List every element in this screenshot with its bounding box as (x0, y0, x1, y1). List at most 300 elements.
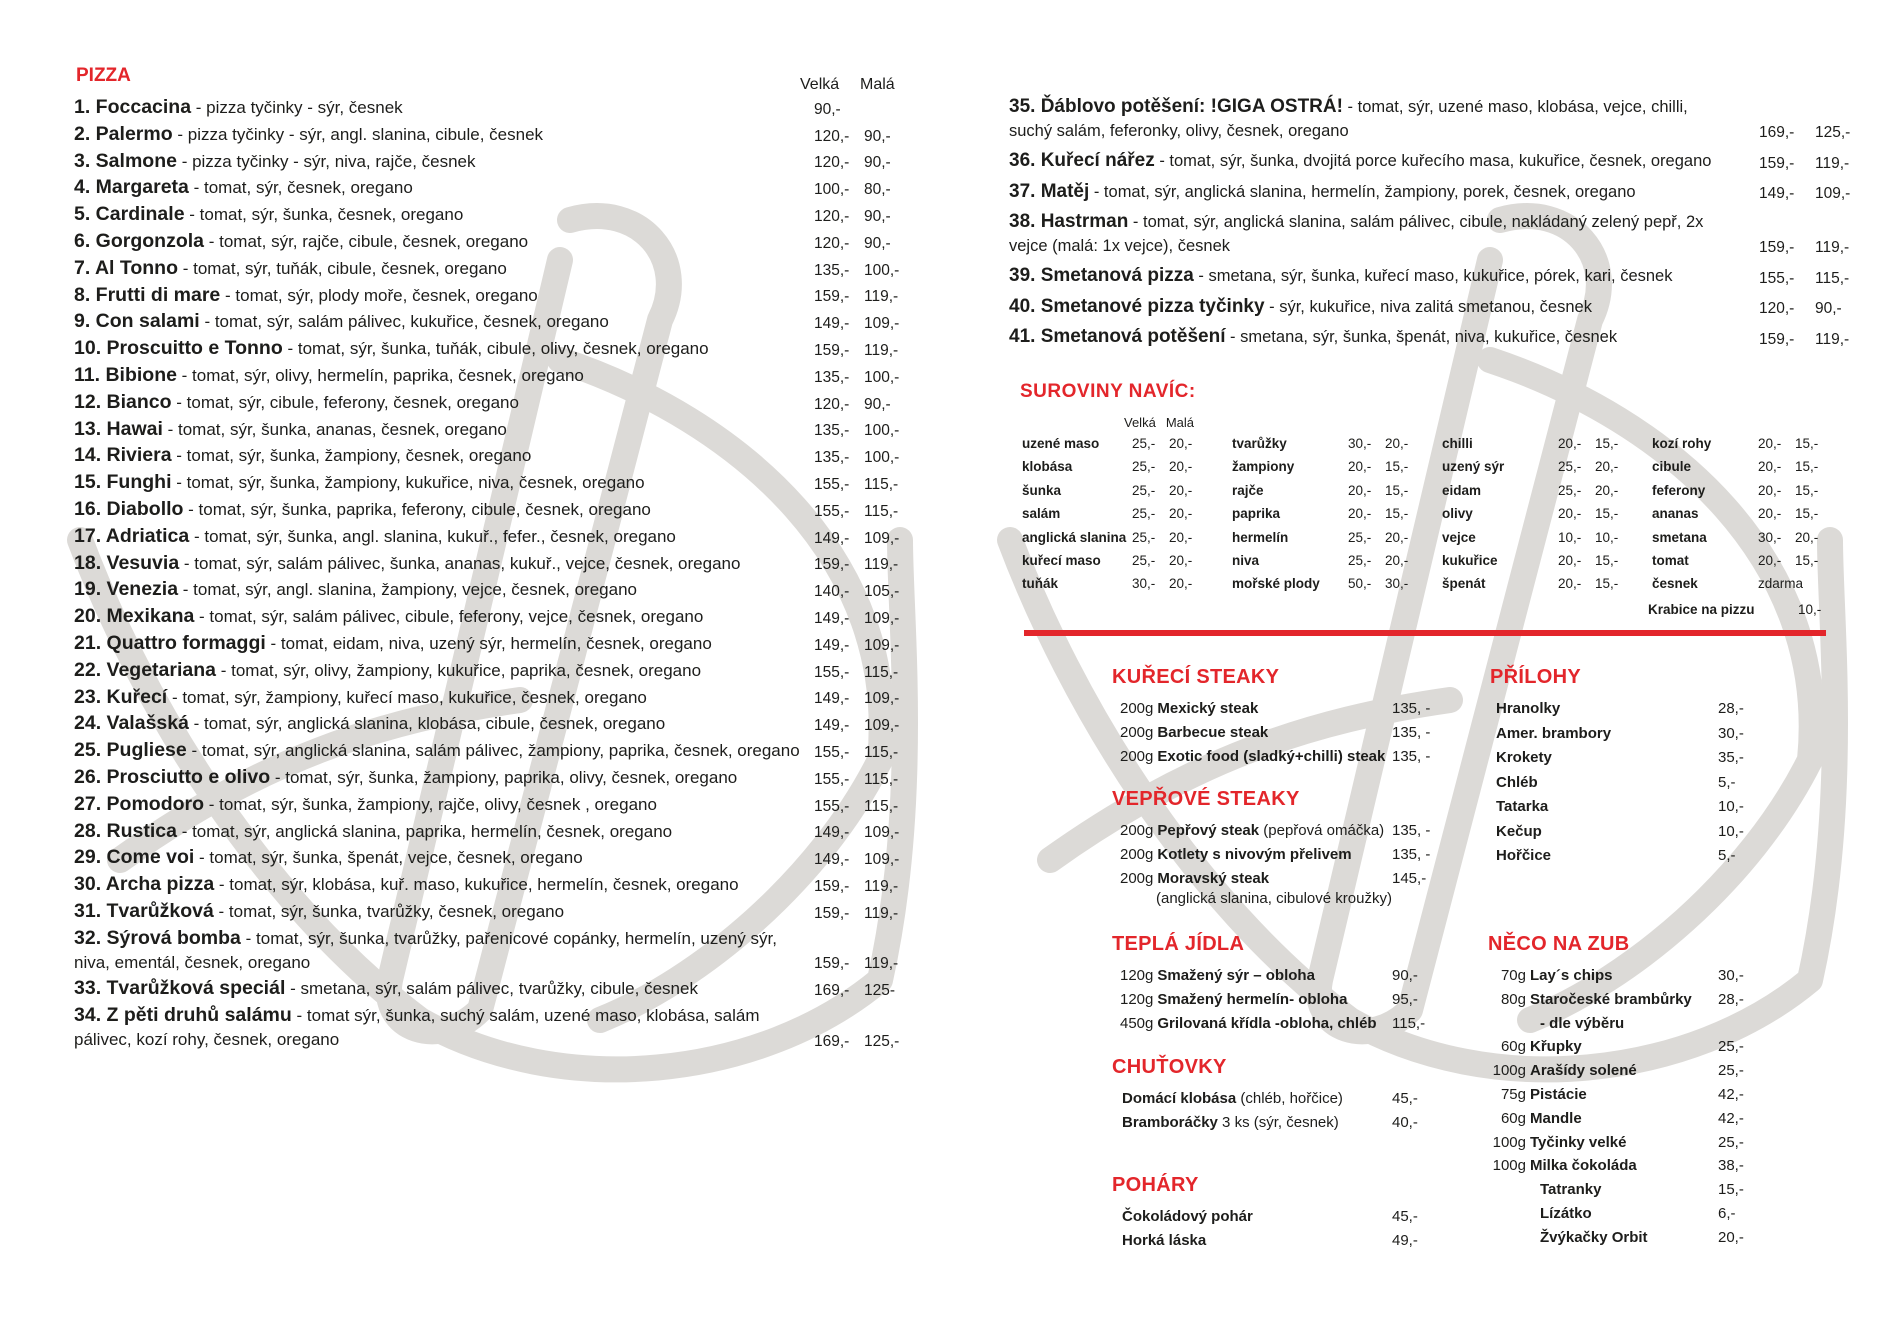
pizza-price-large: 120,- (814, 234, 850, 252)
pizza-item-text (74, 498, 789, 522)
chicken-steak-item (1120, 700, 1258, 717)
extra-price-small: 30,- (1385, 576, 1409, 592)
pizza-item (74, 846, 914, 870)
pizza-item-text (74, 820, 789, 844)
pizza-box-row (1648, 602, 1848, 617)
special-pizza-name: 41. Smetanová potěšení (1009, 326, 1226, 347)
special-price-large: 155,- (1759, 269, 1795, 287)
pizza-ingredients: - tomat, sýr, salám pálivec, kukuřice, česnek, oregano (199, 312, 609, 332)
pizza-item-text (74, 766, 789, 790)
pizza-ingredients: - tomat, sýr, česnek, oregano (188, 178, 413, 198)
extra-ingredient-name: feferony (1652, 482, 1706, 498)
cup-item (1122, 1208, 1253, 1225)
special-pizza-item (1009, 95, 1859, 143)
pizza-name: 14. Riviera (74, 444, 172, 467)
item-price: 49,- (1392, 1232, 1418, 1249)
pizza-price-small: 109,- (864, 824, 900, 842)
item-name: Tatranky (1540, 1181, 1602, 1199)
side-item (1496, 700, 1560, 717)
pizza-price-large: 120,- (814, 395, 850, 413)
pizza-ingredients: - tomat, sýr, šunka, žampiony, kukuřice, niva, česnek, oregano (171, 473, 645, 493)
pizza-name: 12. Bianco (74, 390, 172, 413)
pizza-price-small: 109,- (864, 636, 900, 654)
extra-ingredient-row (1652, 459, 1852, 482)
item-name: Hořčice (1496, 847, 1552, 864)
item-price: 45,- (1392, 1208, 1418, 1225)
extra-ingredient-row (1442, 459, 1642, 482)
extra-ingredient-row (1652, 436, 1852, 459)
extra-ingredient-row (1442, 553, 1642, 576)
extra-ingredient-name: eidam (1442, 482, 1482, 498)
pizza-name: 4. Margareta (74, 176, 189, 199)
item-price: 20,- (1718, 1228, 1744, 1246)
extra-price-small: 15,- (1795, 552, 1819, 568)
special-pizza-name: 38. Hastrman (1009, 211, 1129, 232)
extra-ingredient-name: ananas (1652, 506, 1699, 522)
item-amount: 60g (1500, 1109, 1526, 1127)
pizza-price-small: 119,- (864, 904, 899, 922)
pizza-list (74, 96, 914, 1055)
pizza-price-large: 135,- (814, 261, 850, 279)
extra-price-large: 25,- (1132, 552, 1156, 568)
cups-title: POHÁRY (1112, 1174, 1199, 1196)
pizza-item-text (74, 525, 789, 549)
chicken-steaks-title: KUŘECÍ STEAKY (1112, 666, 1280, 688)
side-item (1496, 749, 1552, 766)
extra-ingredient-row (1652, 506, 1852, 529)
special-pizza-name: 36. Kuřecí nářez (1009, 150, 1155, 171)
pizza-price-large: 149,- (814, 851, 850, 869)
item-name: Amer. brambory (1496, 724, 1612, 742)
pizza-price-large: 149,- (814, 315, 850, 333)
extra-price-small: 10,- (1595, 529, 1619, 545)
extra-ingredient-row (1442, 483, 1642, 506)
snacks-title: CHUŤOVKY (1112, 1056, 1227, 1078)
pizza-item-text (74, 284, 789, 308)
pizza-item (74, 739, 914, 763)
pizza-item (74, 525, 914, 549)
pizza-item (74, 793, 914, 817)
extra-ingredient-name: anglická slanina (1022, 529, 1127, 545)
pizza-name: 32. Sýrová bomba (74, 926, 241, 949)
extra-price-small: 15,- (1385, 482, 1409, 498)
pizza-name: 19. Venezia (74, 578, 179, 601)
chicken-steak-item (1120, 748, 1385, 765)
pork-steak-item (1120, 846, 1352, 863)
item-name: Smažený sýr – obloha (1157, 967, 1315, 984)
pizza-ingredients: - tomat, sýr, cibule, feferony, česnek, oregano (171, 392, 519, 412)
pizza-price-large: 149,- (814, 636, 850, 654)
pizza-item (74, 766, 914, 790)
extra-ingredient-row (1232, 459, 1432, 482)
item-name: Čokoládový pohár (1122, 1208, 1253, 1225)
nibble-item (1492, 1086, 1587, 1103)
item-price: 6,- (1718, 1205, 1736, 1222)
pizza-name: 18. Vesuvia (74, 551, 180, 574)
item-price: 38,- (1718, 1157, 1744, 1175)
pizza-item-text (74, 605, 789, 629)
pizza-ingredients: - tomat, sýr, šunka, paprika, feferony, cibule, česnek, oregano (183, 499, 651, 519)
extra-ingredient-name: tomat (1652, 552, 1689, 568)
pizza-name: 3. Salmone (74, 149, 177, 172)
extra-price-small: 20,- (1595, 482, 1619, 498)
pizza-name: 24. Valašská (74, 712, 189, 735)
section-divider (1024, 630, 1826, 636)
extra-price-large: 30,- (1132, 576, 1156, 592)
pizza-name: 22. Vegetariana (74, 658, 217, 681)
item-price: 25,- (1718, 1038, 1744, 1056)
pizza-item (74, 284, 914, 308)
special-pizza-item (1009, 149, 1859, 174)
pizza-price-large: 169,- (814, 1032, 850, 1050)
pizza-price-large: 149,- (814, 529, 850, 547)
item-price: 25,- (1718, 1133, 1744, 1151)
pizza-ingredients: - tomat, sýr, šunka, česnek, oregano (184, 205, 464, 225)
side-item (1496, 823, 1542, 840)
extra-ingredient-name: kukuřice (1442, 552, 1498, 568)
extra-ingredient-name: rajče (1232, 482, 1264, 498)
pizza-price-small: 115,- (864, 475, 899, 493)
extra-price-large: 20,- (1348, 459, 1372, 475)
pizza-price-large: 140,- (814, 583, 850, 601)
item-price: 135, - (1392, 748, 1431, 765)
pizza-item (74, 203, 914, 227)
extra-price-large: 20,- (1558, 576, 1582, 592)
small-size-header: Malá (860, 76, 895, 93)
item-amount: 120g (1120, 967, 1154, 984)
pork-steak-note: (anglická slanina, cibulové kroužky) (1156, 890, 1392, 907)
pizza-item-text (74, 176, 789, 200)
special-price-small: 119,- (1815, 239, 1850, 256)
pizza-price-large: 120,- (814, 207, 850, 225)
pizza-item (74, 578, 914, 602)
extra-ingredient-row (1232, 506, 1432, 529)
item-amount: 450g (1120, 1015, 1154, 1032)
special-pizza-ingredients: - sýr, kukuřice, niva zalitá smetanou, česnek (1264, 297, 1592, 316)
pizza-price-small: 90,- (864, 154, 891, 172)
pizza-price-small: 115,- (864, 797, 899, 815)
extra-ingredient-name: vejce (1442, 529, 1476, 545)
extra-ingredient-name: klobása (1022, 459, 1073, 475)
extra-price-large: 50,- (1348, 576, 1372, 592)
extra-ingredient-name: cibule (1652, 459, 1692, 475)
extra-ingredient-row (1022, 436, 1222, 459)
pizza-item-text (74, 257, 789, 281)
pizza-ingredients: - tomat, sýr, olivy, hermelín, paprika, česnek, oregano (176, 365, 584, 385)
item-amount: 200g (1120, 724, 1154, 741)
extra-ingredient-name: žampiony (1232, 459, 1295, 475)
extras-price-header (1124, 415, 1204, 430)
extra-price-small: 20,- (1385, 436, 1409, 451)
pizza-ingredients: - tomat, sýr, žampiony, kuřecí maso, kukuřice, česnek, oregano (167, 687, 647, 707)
snack-item (1122, 1114, 1339, 1131)
item-name: Chléb (1496, 773, 1538, 791)
extra-price-large: 20,- (1758, 436, 1782, 451)
extras-column-4 (1652, 436, 1852, 600)
pizza-price-large: 159,- (814, 877, 850, 895)
extras-large-header: Velká (1124, 415, 1156, 430)
extra-ingredient-row (1022, 576, 1222, 599)
pizza-ingredients: - pizza tyčinky - sýr, angl. slanina, cibule, česnek (172, 124, 544, 144)
nibble-item (1492, 1038, 1582, 1055)
pizza-price-small: 100,- (864, 422, 900, 440)
nibble-item (1492, 1205, 1592, 1222)
pizza-item-text (74, 659, 789, 683)
pizza-price-small: 125- (864, 982, 896, 1000)
extra-price-small: 15,- (1595, 436, 1619, 451)
item-name: Lízátko (1540, 1205, 1592, 1222)
extra-price-large: 20,- (1758, 506, 1782, 522)
pizza-item (74, 337, 914, 361)
extra-ingredient-name: tuňák (1022, 576, 1059, 592)
pizza-item-text (74, 230, 789, 254)
item-price: 145,- (1392, 870, 1427, 887)
pizza-price-small: 109,- (864, 609, 900, 627)
extra-ingredient-name: kuřecí maso (1022, 552, 1101, 568)
item-name: Kotlety s nivovým přelivem (1157, 846, 1352, 863)
extra-ingredient-name: paprika (1232, 506, 1281, 522)
pizza-ingredients: - tomat, sýr, angl. slanina, žampiony, vejce, česnek, oregano (178, 580, 637, 600)
pizza-item (74, 364, 914, 388)
extra-price-large: 25,- (1132, 529, 1156, 545)
extra-price-large: zdarma (1758, 576, 1804, 592)
pizza-price-small: 125,- (864, 1032, 900, 1050)
item-name: Lay´s chips (1530, 967, 1613, 984)
pizza-item-text (74, 578, 789, 602)
item-name: Domácí klobása (1122, 1090, 1237, 1107)
pizza-price-large: 155,- (814, 797, 850, 815)
item-amount: 100g (1492, 1157, 1526, 1175)
pizza-item-text (74, 977, 789, 1001)
pork-steaks-title: VEPŘOVÉ STEAKY (1112, 788, 1300, 810)
extra-price-large: 20,- (1758, 459, 1782, 475)
item-amount: 70g (1500, 967, 1526, 984)
item-name: Krokety (1496, 749, 1552, 766)
pizza-name: 33. Tvarůžková speciál (74, 977, 286, 1000)
pizza-ingredients: - tomat, sýr, anglická slanina, salám pálivec, žampiony, paprika, česnek, oregano (186, 741, 800, 761)
item-note: (pepřová omáčka) (1259, 822, 1385, 839)
item-note: 3 ks (sýr, česnek) (1217, 1114, 1339, 1131)
nibble-item (1492, 991, 1692, 1008)
item-price: 45,- (1392, 1090, 1418, 1107)
pizza-price-small: 109,- (864, 690, 900, 708)
extra-price-small: 15,- (1385, 459, 1409, 475)
pizza-price-small: 119,- (864, 556, 899, 574)
pizza-ingredients: - tomat, sýr, klobása, kuř. maso, kukuřice, hermelín, česnek, oregano (214, 875, 739, 895)
item-name: Tyčinky velké (1530, 1133, 1627, 1151)
pizza-price-large: 135,- (814, 368, 850, 386)
item-amount: 200g (1120, 870, 1154, 887)
pizza-name: 25. Pugliese (74, 739, 187, 762)
extra-price-large: 25,- (1132, 459, 1156, 475)
extra-price-large: 20,- (1348, 482, 1372, 498)
extra-ingredient-row (1022, 506, 1222, 529)
extra-price-large: 30,- (1348, 436, 1372, 451)
special-pizza-ingredients: - tomat, sýr, šunka, dvojitá porce kuřecího masa, kukuřice, česnek, oregano (1154, 152, 1712, 170)
nibble-item (1492, 1015, 1624, 1032)
special-pizza-text (1009, 325, 1724, 350)
extra-ingredient-row (1022, 553, 1222, 576)
special-pizza-ingredients: - smetana, sýr, šunka, špenát, niva, kukuřice, česnek (1225, 328, 1618, 346)
extra-price-small: 20,- (1169, 459, 1193, 475)
special-price-large: 169,- (1759, 124, 1795, 141)
pizza-price-small: 90,- (864, 234, 891, 252)
extra-price-large: 25,- (1132, 482, 1156, 498)
item-name: Barbecue steak (1157, 724, 1269, 741)
special-pizza-text (1009, 295, 1724, 320)
item-name: Exotic food (sladký+chilli) steak (1157, 748, 1386, 765)
pizza-item (74, 977, 914, 1001)
pizza-name: 30. Archa pizza (74, 873, 215, 896)
item-name: Pistácie (1530, 1086, 1587, 1103)
pizza-price-large: 159,- (814, 904, 850, 922)
nibble-item (1492, 967, 1613, 984)
pizza-item (74, 605, 914, 629)
pizza-price-small: 80,- (864, 181, 891, 199)
item-price: 95,- (1392, 991, 1418, 1008)
extra-ingredient-name: salám (1022, 506, 1061, 522)
item-price: 5,- (1718, 847, 1736, 864)
special-price-large: 159,- (1759, 154, 1795, 172)
special-price-small: 115,- (1815, 269, 1850, 287)
pizza-price-large: 159,- (814, 341, 850, 359)
pizza-item (74, 444, 914, 468)
pizza-item (74, 927, 914, 975)
pizza-name: 23. Kuřecí (74, 685, 168, 708)
extra-price-small: 15,- (1795, 506, 1819, 522)
pizza-item-text (74, 150, 789, 174)
special-pizza-name: 37. Matěj (1009, 180, 1090, 202)
pizza-price-small: 109,- (864, 315, 900, 333)
special-price-large: 149,- (1759, 185, 1795, 202)
extra-ingredient-row (1442, 576, 1642, 599)
item-name: Bramboráčky (1122, 1114, 1218, 1131)
pizza-item (74, 230, 914, 254)
nibble-item (1492, 1181, 1601, 1198)
pizza-price-small: 115,- (864, 770, 899, 788)
pizza-item-text (74, 391, 789, 415)
pork-steak-item (1120, 822, 1384, 839)
pizza-name: 17. Adriatica (74, 524, 190, 547)
extra-price-small: 20,- (1169, 576, 1193, 592)
item-price: 35,- (1718, 749, 1744, 766)
extra-ingredient-row (1652, 576, 1852, 599)
pizza-ingredients: - tomat, sýr, šunka, tvarůžky, pařenicové copánky, hermelín, uzený sýr, niva, ementál, česnek, oregano (74, 928, 777, 972)
item-amount: 120g (1120, 991, 1154, 1008)
extras-column-3 (1442, 436, 1642, 600)
extra-ingredient-row (1232, 530, 1432, 553)
cup-item (1122, 1232, 1206, 1249)
nibble-item (1492, 1062, 1637, 1079)
extra-price-large: 25,- (1558, 459, 1582, 475)
pizza-item (74, 310, 914, 334)
pizza-name: 26. Prosciutto e olivo (74, 765, 271, 788)
extra-price-small: 15,- (1795, 459, 1819, 475)
special-pizza-name: 35. Ďáblovo potěšení: !GIGA OSTRÁ! (1009, 96, 1343, 117)
pizza-price-large: 159,- (814, 556, 850, 574)
pizza-price-small: 109,- (864, 717, 900, 735)
extra-price-large: 20,- (1758, 552, 1782, 568)
item-price: 10,- (1718, 798, 1744, 815)
special-pizza-name: 39. Smetanová pizza (1009, 265, 1194, 286)
item-name: Pepřový steak (1157, 822, 1260, 839)
item-amount: 200g (1120, 748, 1154, 765)
pizza-item (74, 820, 914, 844)
pizza-name: 31. Tvarůžková (74, 899, 214, 922)
item-name: Kečup (1496, 822, 1542, 840)
extra-ingredient-row (1442, 506, 1642, 529)
item-name: Mexický steak (1157, 700, 1259, 717)
pizza-item-text (74, 873, 789, 897)
item-amount: 100g (1492, 1133, 1526, 1151)
extras-small-header: Malá (1165, 415, 1194, 430)
pizza-price-large: 169,- (814, 982, 850, 1000)
pizza-name: 8. Frutti di mare (74, 283, 221, 306)
extra-ingredient-row (1232, 436, 1432, 459)
extra-price-small: 20,- (1169, 552, 1193, 568)
pizza-ingredients: - tomat, sýr, anglická slanina, klobása, cibule, česnek, oregano (188, 714, 666, 734)
extra-ingredient-row (1652, 530, 1852, 553)
item-name: Křupky (1530, 1038, 1582, 1056)
pizza-item (74, 150, 914, 174)
item-price: 30,- (1718, 967, 1744, 984)
special-price-large: 159,- (1759, 239, 1795, 256)
item-price: 90,- (1392, 967, 1418, 984)
special-pizza-list (1009, 95, 1859, 356)
pizza-ingredients: - tomat, sýr, anglická slanina, paprika, hermelín, česnek, oregano (176, 821, 673, 841)
pizza-item-text (74, 686, 789, 710)
pizza-name: 10. Proscuitto e Tonno (74, 337, 283, 360)
pizza-ingredients: - tomat, sýr, salám pálivec, cibule, feferony, vejce, česnek, oregano (194, 607, 704, 627)
extra-price-large: 30,- (1758, 529, 1782, 545)
item-amount: 60g (1500, 1038, 1526, 1056)
pizza-price-small: 115,- (864, 502, 899, 520)
special-pizza-ingredients: - tomat, sýr, anglická slanina, hermelín, žampiony, porek, česnek, oregano (1089, 182, 1636, 201)
pizza-price-large: 135,- (814, 422, 850, 440)
pizza-price-large: 120,- (814, 127, 850, 145)
pizza-item (74, 632, 914, 656)
pizza-item-text (74, 552, 789, 576)
item-name: Tatarka (1496, 798, 1549, 815)
extra-ingredient-name: chilli (1442, 436, 1473, 451)
pizza-ingredients: - tomat, sýr, šunka, žampiony, rajče, olivy, česnek , oregano (204, 794, 657, 814)
side-item (1496, 798, 1548, 815)
extra-ingredient-name: smetana (1652, 529, 1707, 545)
nibbles-title: NĚCO NA ZUB (1488, 933, 1630, 955)
item-name: Žvýkačky Orbit (1540, 1228, 1648, 1246)
pizza-ingredients: - tomat, sýr, salám pálivec, šunka, ananas, kukuř., vejce, česnek, oregano (179, 553, 741, 573)
special-pizza-name: 40. Smetanové pizza tyčinky (1009, 295, 1265, 317)
nibble-item (1492, 1134, 1626, 1151)
item-name: Milka čokoláda (1530, 1157, 1637, 1175)
extra-ingredient-row (1652, 553, 1852, 576)
pizza-name: 21. Quattro formaggi (74, 631, 266, 654)
item-price: 30,- (1718, 724, 1744, 742)
sides-title: PŘÍLOHY (1490, 666, 1581, 688)
item-name: Staročeské brambůrky (1530, 990, 1692, 1008)
extra-ingredient-name: hermelín (1232, 529, 1289, 545)
item-name: Hranolky (1496, 700, 1561, 717)
pizza-name: 34. Z pěti druhů salámu (74, 1004, 292, 1027)
side-item (1496, 774, 1538, 791)
pizza-price-small: 90,- (864, 127, 891, 145)
item-amount: 200g (1120, 700, 1154, 717)
special-pizza-text (1009, 210, 1724, 258)
extra-ingredient-name: kozí rohy (1652, 436, 1712, 451)
pizza-name: 1. Foccacina (74, 96, 192, 118)
pizza-item-text (74, 96, 789, 120)
pizza-item-text (74, 712, 789, 736)
